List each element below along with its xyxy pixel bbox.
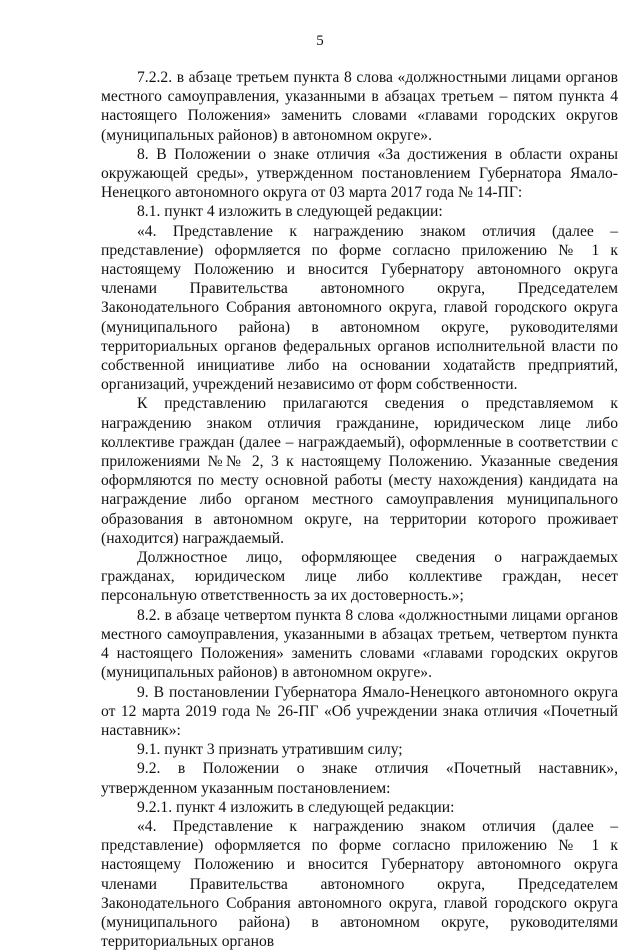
paragraph-9: 9. В постановлении Губернатора Ямало-Ненецкого автономного округа от 12 марта 2019 года № 26-ПГ «Об учреждении знака отличия «Почетный наставник»: bbox=[101, 683, 618, 739]
paragraph-quote-4-second: «4. Представление к награждению знаком отличия (далее – представление) оформляется по форме согласно приложению № 1 к настоящему Положению и вносится Губернатору автономного округа членами Правительства автономного округа, Председателем Законодательного Собрания автономного округа, главой городского округа (муниципального района) в автономном округе, руководителями территориальных органов bbox=[101, 817, 618, 951]
paragraph-8-1: 8.1. пункт 4 изложить в следующей редакции: bbox=[137, 203, 443, 221]
paragraph-9-2: 9.2. в Положении о знаке отличия «Почетный наставник», утвержденном указанным постановлением: bbox=[101, 760, 618, 797]
page-number: 5 bbox=[316, 33, 324, 49]
paragraph-9-2-1: 9.2.1. пункт 4 изложить в следующей редакции: bbox=[137, 798, 455, 816]
paragraph-responsibility: Должностное лицо, оформляющее сведения о награждаемых гражданах, юридическом лице либо коллективе граждан, несет персональную ответственность за их достоверность.»; bbox=[101, 549, 618, 605]
paragraph-8-2: 8.2. в абзаце четвертом пункта 8 слова «должностными лицами органов местного самоуправления, указанными в абзацах третьем, четвертом пункта 4 настоящего Положения» заменить словами «главами городских округов (муниципальных районов) в автономном округе». bbox=[101, 606, 618, 682]
document-body bbox=[101, 68, 618, 951]
paragraph-quote-4: «4. Представление к награждению знаком отличия (далее – представление) оформляется по форме согласно приложению № 1 к настоящему Положению и вносится Губернатору автономного округа членами Правительства автономного округа, Председателем Законодательного Собрания автономного округа, главой городского округа (муниципального района) в автономном округе, руководителями территориальных органов федеральных органов исполнительной власти по собственной инициативе либо на основании ходатайств предприятий, организаций, учреждений независимо от форм собственности. bbox=[101, 222, 618, 394]
paragraph-8: 8. В Положении о знаке отличия «За достижения в области охраны окружающей среды», утвержденном постановлением Губернатора Ямало-Ненецкого автономного округа от 03 марта 2017 года № 14-ПГ: bbox=[101, 145, 618, 202]
paragraph-7-2-2: 7.2.2. в абзаце третьем пункта 8 слова «должностными лицами органов местного самоуправления, указанными в абзацах третьем – пятом пункта 4 настоящего Положения» заменить словами «главами городских округов (муниципальных районов) в автономном округе». bbox=[101, 69, 618, 144]
paragraph-9-1: 9.1. пункт 3 признать утратившим силу; bbox=[137, 741, 403, 759]
paragraph-attachments: К представлению прилагаются сведения о представляемом к награждению знаком отличия гражданине, юридическом лице либо коллективе граждан (далее – награждаемый), оформленные в соответствии с приложениями №№ 2, 3 к настоящему Положению. Указанные сведения оформляются по месту основной работы (месту нахождения) кандидата на награждение либо органом местного самоуправления муниципального образования в автономном округе, на территории которого проживает (находится) награждаемый. bbox=[101, 395, 618, 547]
